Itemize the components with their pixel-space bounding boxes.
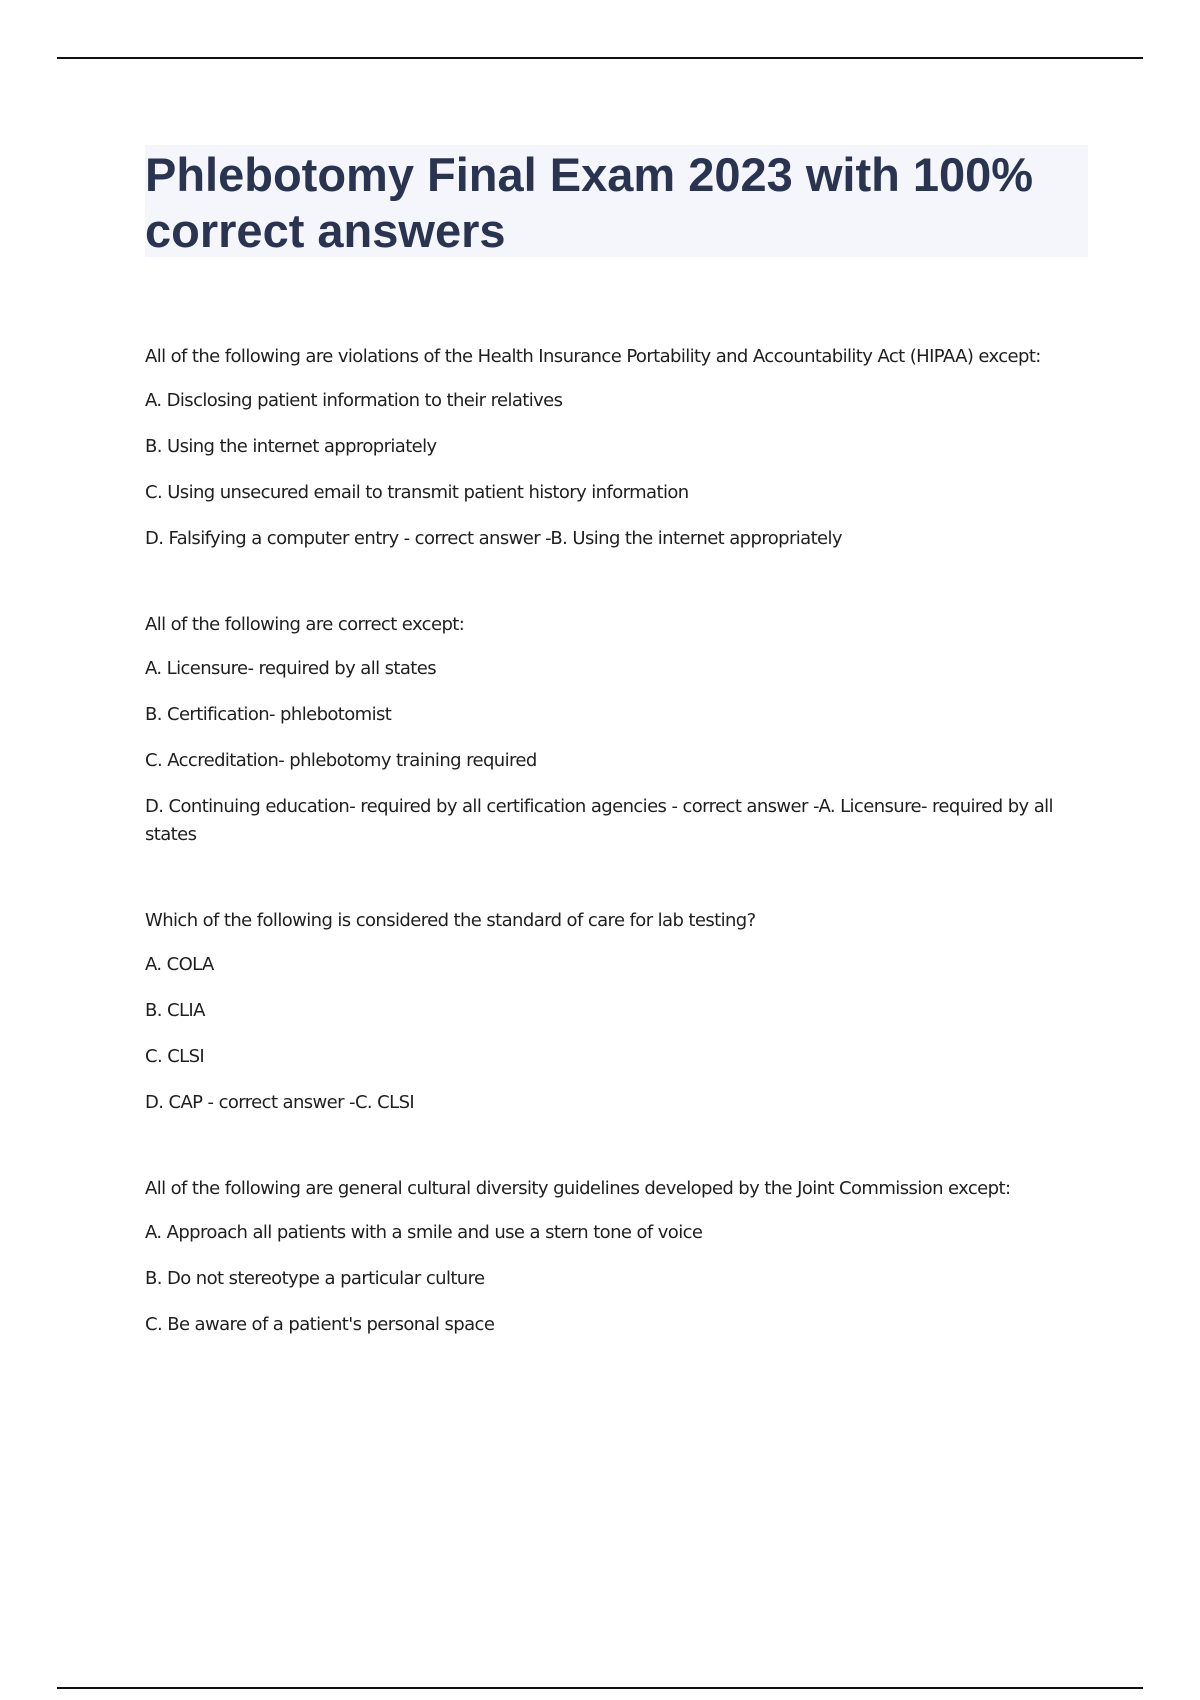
question-text: All of the following are violations of the Health Insurance Portability and Accountability Act (HIPAA) except: [145,346,1041,367]
question-block [145,611,1085,849]
answer-option-with-correct-answer: D. CAP - correct answer -C. CLSI [145,1092,415,1113]
question-text: All of the following are general cultural diversity guidelines developed by the Joint Commission except: [145,1178,1011,1199]
answer-option: B. CLIA [145,1000,205,1021]
answer-option: A. Licensure- required by all states [145,658,437,679]
question-list [145,343,1085,1397]
answer-option: B. Using the internet appropriately [145,436,437,457]
question-block [145,907,1085,1117]
answer-option: C. Using unsecured email to transmit patient history information [145,482,689,503]
question-text: All of the following are correct except: [145,614,465,635]
answer-option: B. Certification- phlebotomist [145,704,392,725]
question-block [145,343,1085,553]
question-text: Which of the following is considered the standard of care for lab testing? [145,910,756,931]
answer-option: C. Accreditation- phlebotomy training required [145,750,537,771]
answer-option: B. Do not stereotype a particular culture [145,1268,485,1289]
document-title: Phlebotomy Final Exam 2023 with 100% correct answers [145,148,1034,257]
answer-option-with-correct-answer: D. Continuing education- required by all certification agencies - correct answer -A. Licensure- required by all states [145,796,1053,845]
answer-option: A. Approach all patients with a smile and use a stern tone of voice [145,1222,703,1243]
answer-option-with-correct-answer: D. Falsifying a computer entry - correct answer -B. Using the internet appropriately [145,528,842,549]
top-divider [57,57,1143,59]
title-banner [145,145,1088,257]
answer-option: C. Be aware of a patient's personal space [145,1314,495,1335]
bottom-divider [57,1687,1143,1689]
question-block [145,1175,1085,1339]
answer-option: A. Disclosing patient information to their relatives [145,390,563,411]
answer-option: A. COLA [145,954,214,975]
answer-option: C. CLSI [145,1046,205,1067]
